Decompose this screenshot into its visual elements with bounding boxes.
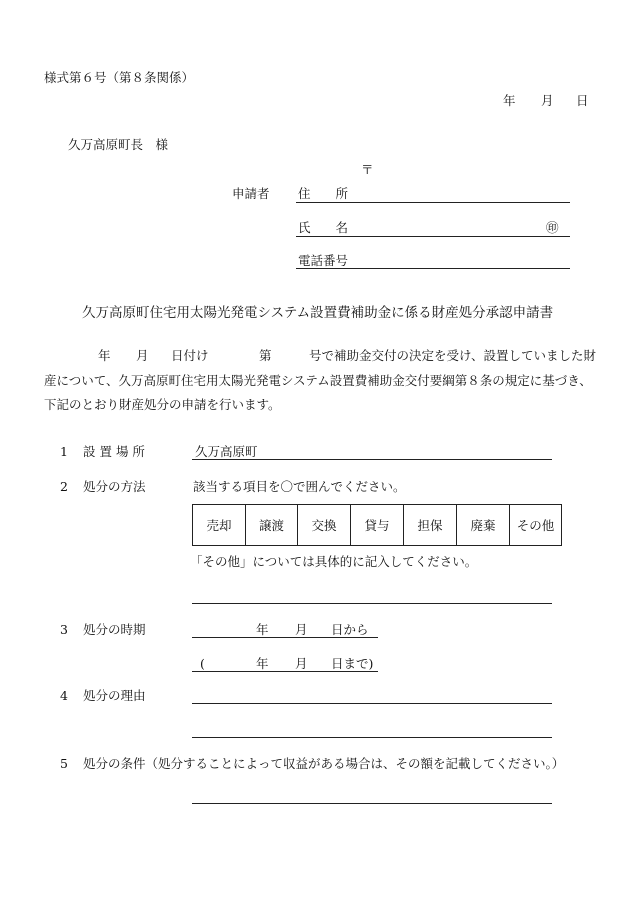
period-to-year: 年 xyxy=(256,656,269,671)
date-day-label: 日 xyxy=(576,93,589,108)
method-option[interactable]: 売却 xyxy=(193,505,246,546)
period-to-field[interactable] xyxy=(192,671,378,672)
item4-number: 4 xyxy=(60,688,68,703)
document-title: 久万高原町住宅用太陽光発電システム設置費補助金に係る財産処分承認申請書 xyxy=(82,305,554,321)
item5-label: 処分の条件（処分することによって収益がある場合は、その額を記載してください。） xyxy=(83,756,565,771)
method-option[interactable]: 譲渡 xyxy=(246,505,298,546)
period-from-field[interactable] xyxy=(192,637,378,638)
item2-instruction: 該当する項目を〇で囲んでください。 xyxy=(193,479,406,494)
body-line1-rest: 号で補助金交付の決定を受け、設置していました財 xyxy=(309,348,597,363)
location-field[interactable] xyxy=(192,459,552,460)
method-option[interactable]: その他 xyxy=(510,505,562,546)
address-label: 住 所 xyxy=(298,186,349,201)
name-field[interactable] xyxy=(296,236,570,237)
addressee: 久万高原町長 様 xyxy=(68,137,169,152)
date-month-label: 月 xyxy=(541,93,554,108)
item5-number: 5 xyxy=(60,756,68,771)
method-option[interactable]: 貸与 xyxy=(351,505,404,546)
body-line2: 産について、久万高原町住宅用太陽光発電システム設置費補助金交付要綱第８条の規定に基づき、 xyxy=(44,373,592,388)
body-no: 第 xyxy=(259,348,272,363)
reason-field-line2[interactable] xyxy=(192,737,552,738)
item4-label: 処分の理由 xyxy=(83,688,146,703)
form-number: 様式第６号（第８条関係） xyxy=(44,70,195,85)
period-from-year: 年 xyxy=(256,622,269,637)
body-line3: 下記のとおり財産処分の申請を行います。 xyxy=(44,397,281,412)
methods-table xyxy=(192,504,562,546)
body-dated: 日付け xyxy=(171,348,209,363)
phone-field[interactable] xyxy=(296,268,570,269)
period-to-day: 日まで) xyxy=(331,656,374,671)
method-option[interactable]: 廃棄 xyxy=(457,505,510,546)
period-from-day: 日から xyxy=(331,622,369,637)
period-from-month: 月 xyxy=(295,622,308,637)
period-to-month: 月 xyxy=(295,656,308,671)
item2-label: 処分の方法 xyxy=(83,479,146,494)
postal-mark: 〒 xyxy=(361,162,374,177)
item2-number: 2 xyxy=(60,479,68,494)
item1-value: 久万高原町 xyxy=(195,444,258,459)
name-label: 氏 名 xyxy=(298,220,349,235)
date-year-label: 年 xyxy=(503,93,516,108)
conditions-field[interactable] xyxy=(192,803,552,804)
reason-field-line1[interactable] xyxy=(192,703,552,704)
method-option[interactable]: 交換 xyxy=(298,505,351,546)
applicant-label: 申請者 xyxy=(232,186,270,201)
body-year: 年 xyxy=(98,348,111,363)
period-paren-open: ( xyxy=(200,656,205,671)
item2-note: 「その他」については具体的に記入してください。 xyxy=(190,554,478,569)
item1-number: 1 xyxy=(60,444,68,459)
item3-number: 3 xyxy=(60,622,68,637)
other-method-field[interactable] xyxy=(192,603,552,604)
method-option[interactable]: 担保 xyxy=(404,505,457,546)
phone-label: 電話番号 xyxy=(298,253,349,268)
seal-mark: ㊞ xyxy=(546,220,559,235)
item1-label: 設 置 場 所 xyxy=(83,444,145,459)
item3-label: 処分の時期 xyxy=(83,622,146,637)
body-month: 月 xyxy=(136,348,149,363)
address-field[interactable] xyxy=(296,202,570,203)
